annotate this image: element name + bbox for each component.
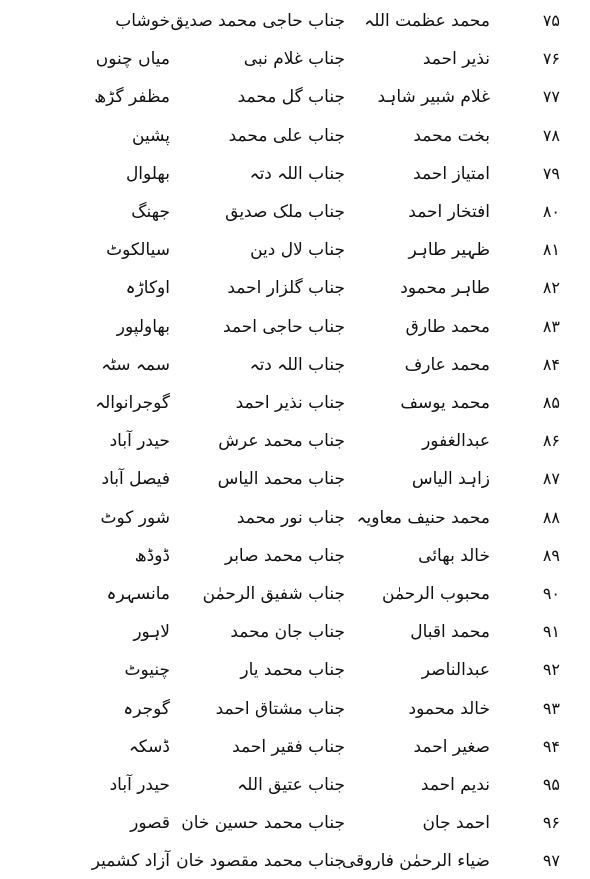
person-name: محمد عارف bbox=[404, 354, 490, 375]
sponsor-name: جناب علی محمد bbox=[228, 125, 345, 146]
city-name: پشین bbox=[132, 125, 170, 146]
sponsor-name: جناب لال دین bbox=[250, 240, 345, 261]
serial-number: ۷۸ bbox=[542, 125, 560, 145]
list-row bbox=[0, 347, 590, 383]
sponsor-name: جناب حاجی محمد صدیق bbox=[170, 11, 345, 31]
list-row bbox=[0, 79, 590, 115]
sponsor-name: جناب گلزار احمد bbox=[227, 278, 345, 299]
list-row bbox=[0, 385, 590, 421]
person-name: خالد محمود bbox=[408, 698, 490, 719]
person-name: ظہیر طاہر bbox=[408, 240, 490, 261]
sponsor-name: جناب عتیق اللہ bbox=[237, 775, 345, 795]
person-name: امتیاز احمد bbox=[413, 163, 490, 184]
city-name: بھاولپور bbox=[116, 316, 170, 337]
serial-number: ۸۴ bbox=[542, 354, 560, 374]
city-name: گوجرانوالہ bbox=[95, 393, 170, 413]
city-name: فیصل آباد bbox=[101, 469, 170, 490]
serial-number: ۷۵ bbox=[542, 11, 560, 30]
serial-number: ۹۴ bbox=[542, 736, 560, 756]
sponsor-name: جناب مشتاق احمد bbox=[215, 698, 345, 719]
list-row bbox=[0, 576, 590, 612]
person-name: نذیر احمد bbox=[422, 49, 490, 70]
sponsor-name: جناب حاجی احمد bbox=[223, 316, 345, 337]
serial-number: ۸۳ bbox=[542, 316, 560, 336]
person-name: عبدالغفور bbox=[422, 431, 490, 452]
serial-number: ۹۵ bbox=[542, 775, 560, 794]
serial-number: ۸۶ bbox=[542, 431, 560, 451]
city-name: آزاد کشمیر bbox=[91, 851, 170, 872]
person-name: غلام شبیر شاہد bbox=[377, 87, 490, 108]
list-row bbox=[0, 614, 590, 650]
sponsor-name: جناب محمد عرش bbox=[218, 431, 345, 452]
sponsor-name: جناب نور محمد bbox=[236, 507, 345, 528]
sponsor-name: جناب ملک صدیق bbox=[225, 202, 345, 222]
serial-number: ۸۸ bbox=[542, 507, 560, 527]
sponsor-name: جناب شفیق الرحمٰن bbox=[202, 584, 345, 604]
sponsor-name: جناب محمد حسین خان bbox=[181, 813, 345, 834]
person-name: خالد بھائی bbox=[418, 545, 490, 566]
person-name: افتخار احمد bbox=[408, 202, 490, 222]
city-name: قصور bbox=[130, 813, 170, 834]
sponsor-name: جناب محمد مقصود خان bbox=[176, 851, 345, 872]
serial-number: ۹۷ bbox=[542, 851, 560, 871]
person-name: ندیم احمد bbox=[420, 775, 490, 795]
city-name: ڈوڈھ bbox=[134, 545, 170, 566]
sponsor-name: جناب اللہ دتہ bbox=[249, 354, 345, 375]
person-name: بخت محمد bbox=[413, 125, 490, 146]
serial-number: ۸۵ bbox=[542, 393, 560, 412]
sponsor-name: جناب جان محمد bbox=[230, 622, 345, 643]
city-name: حیدر آباد bbox=[109, 775, 170, 795]
city-name: جھنگ bbox=[131, 202, 170, 222]
city-name: مظفر گڑھ bbox=[94, 87, 170, 108]
person-name: محمد عظمت اللہ bbox=[364, 11, 490, 31]
city-name: چنیوٹ bbox=[124, 660, 170, 681]
serial-number: ۷۹ bbox=[542, 163, 560, 183]
person-name: عبدالناصر bbox=[421, 660, 490, 681]
person-name: محبوب الرحمٰن bbox=[382, 584, 490, 604]
serial-number: ۸۹ bbox=[542, 545, 560, 565]
sponsor-name: جناب اللہ دتہ bbox=[249, 163, 345, 184]
person-name: صغیر احمد bbox=[413, 736, 490, 757]
person-name: محمد اقبال bbox=[410, 622, 490, 643]
list-row bbox=[0, 767, 590, 803]
city-name: سیالکوٹ bbox=[106, 240, 170, 261]
sponsor-name: جناب گل محمد bbox=[237, 87, 345, 108]
list-row bbox=[0, 232, 590, 268]
serial-number: ۹۰ bbox=[542, 584, 560, 603]
list-row bbox=[0, 423, 590, 459]
serial-number: ۸۷ bbox=[542, 469, 560, 489]
list-row bbox=[0, 461, 590, 497]
list-row bbox=[0, 41, 590, 77]
sponsor-name: جناب فقیر احمد bbox=[232, 736, 345, 757]
list-row bbox=[0, 309, 590, 345]
person-name: طاہر محمود bbox=[400, 278, 490, 299]
city-name: مانسہرہ bbox=[106, 584, 170, 604]
city-name: سمہ سٹہ bbox=[101, 354, 170, 375]
city-name: میاں چنوں bbox=[95, 49, 170, 70]
list-row bbox=[0, 194, 590, 230]
serial-number: ۹۲ bbox=[542, 660, 560, 680]
city-name: اوکاڑہ bbox=[125, 278, 170, 299]
city-name: بھلوال bbox=[125, 163, 170, 184]
person-name: محمد یوسف bbox=[400, 393, 490, 413]
list-row bbox=[0, 3, 590, 39]
serial-number: ۹۱ bbox=[542, 622, 560, 642]
city-name: لاہور bbox=[133, 622, 170, 643]
list-row bbox=[0, 538, 590, 574]
person-name: محمد طارق bbox=[405, 316, 490, 337]
list-row bbox=[0, 270, 590, 306]
list-row bbox=[0, 156, 590, 192]
serial-number: ۸۱ bbox=[542, 240, 560, 260]
list-row bbox=[0, 805, 590, 841]
list-row bbox=[0, 118, 590, 154]
person-name: زاہد الیاس bbox=[411, 469, 490, 490]
sponsor-name: جناب نذیر احمد bbox=[235, 393, 345, 413]
serial-number: ۷۶ bbox=[542, 49, 560, 69]
city-name: ڈسکہ bbox=[128, 736, 170, 757]
sponsor-name: جناب محمد الیاس bbox=[217, 469, 345, 490]
sponsor-name: جناب محمد صابر bbox=[224, 545, 345, 566]
sponsor-name: جناب محمد یار bbox=[240, 660, 345, 681]
list-row bbox=[0, 500, 590, 536]
serial-number: ۹۳ bbox=[542, 698, 560, 718]
person-name: احمد جان bbox=[422, 813, 490, 834]
serial-number: ۷۷ bbox=[542, 87, 560, 107]
serial-number: ۹۶ bbox=[542, 813, 560, 833]
city-name: گوجرہ bbox=[123, 698, 170, 719]
serial-number: ۸۲ bbox=[542, 278, 560, 298]
sponsor-name: جناب غلام نبی bbox=[243, 49, 345, 70]
city-name: حیدر آباد bbox=[109, 431, 170, 452]
serial-number: ۸۰ bbox=[542, 202, 560, 221]
person-name: ضیاء الرحمٰن فاروقی bbox=[341, 851, 490, 872]
list-row bbox=[0, 652, 590, 688]
list-row bbox=[0, 843, 590, 879]
person-name: محمد حنیف معاویہ bbox=[356, 507, 490, 528]
list-row bbox=[0, 691, 590, 727]
city-name: خوشاب bbox=[115, 11, 170, 31]
city-name: شور کوٹ bbox=[100, 507, 170, 528]
list-row bbox=[0, 729, 590, 765]
